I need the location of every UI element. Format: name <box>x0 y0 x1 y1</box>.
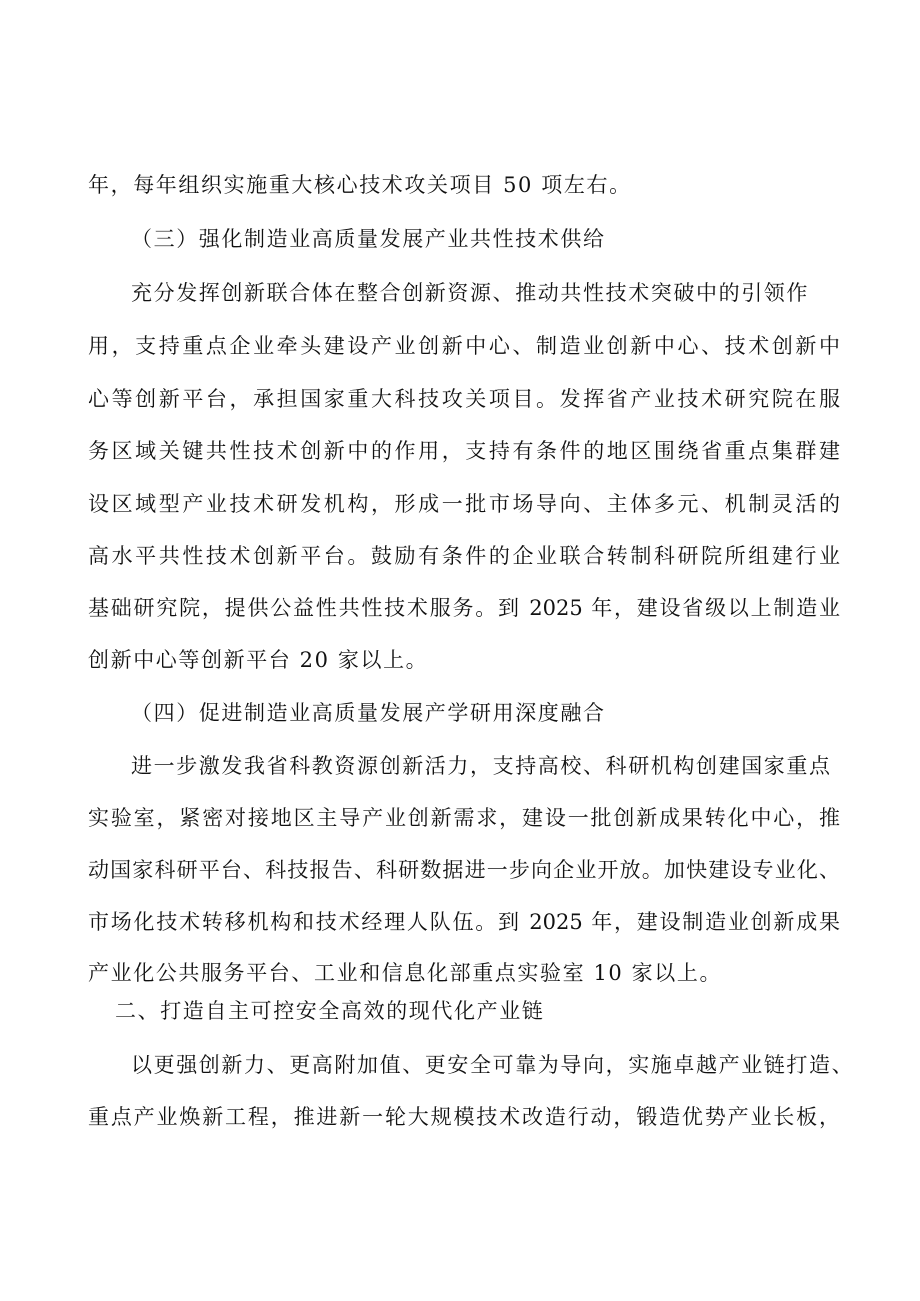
paragraph-line: 创新中心等创新平台 20 家以上。 <box>88 648 429 672</box>
paragraph-line: 基础研究院，提供公益性共性技术服务。到 2025 年，建设省级以上制造业 <box>88 596 840 620</box>
paragraph-line: 充分发挥创新联合体在整合创新资源、推动共性技术突破中的引领作 <box>131 281 809 305</box>
paragraph-line: 以更强创新力、更高附加值、更安全可靠为导向，实施卓越产业链打造、 <box>131 1053 855 1077</box>
paragraph-line: 市场化技术转移机构和技术经理人队伍。到 2025 年，建设制造业创新成果 <box>88 910 840 934</box>
chapter-heading: 二、打造自主可控安全高效的现代化产业链 <box>115 999 545 1023</box>
paragraph-line: 产业化公共服务平台、工业和信息化部重点实验室 10 家以上。 <box>88 961 723 985</box>
paragraph-line: 动国家科研平台、科技报告、科研数据进一步向企业开放。加快建设专业化、 <box>88 858 840 882</box>
paragraph-line: 年，每年组织实施重大核心技术攻关项目 50 项左右。 <box>88 173 632 197</box>
paragraph-line: 高水平共性技术创新平台。鼓励有条件的企业联合转制科研院所组建行业 <box>88 544 840 568</box>
paragraph-line: 重点产业焕新工程，推进新一轮大规模技术改造行动，锻造优势产业长板， <box>88 1105 840 1129</box>
paragraph-line: 务区域关键共性技术创新中的作用，支持有条件的地区围绕省重点集群建 <box>88 439 840 463</box>
paragraph-line: 实验室，紧密对接地区主导产业创新需求，建设一批创新成果转化中心，推 <box>88 806 840 830</box>
section-heading-four: （四）促进制造业高质量发展产学研用深度融合 <box>131 701 606 725</box>
paragraph-line: 用，支持重点企业牵头建设产业创新中心、制造业创新中心、技术创新中 <box>88 334 840 358</box>
section-heading-three: （三）强化制造业高质量发展产业共性技术供给 <box>131 227 606 251</box>
paragraph-line: 设区域型产业技术研发机构，形成一批市场导向、主体多元、机制灵活的 <box>88 492 840 516</box>
paragraph-line: 心等创新平台，承担国家重大科技攻关项目。发挥省产业技术研究院在服 <box>88 387 840 411</box>
paragraph-line: 进一步激发我省科教资源创新活力，支持高校、科研机构创建国家重点 <box>131 754 832 778</box>
